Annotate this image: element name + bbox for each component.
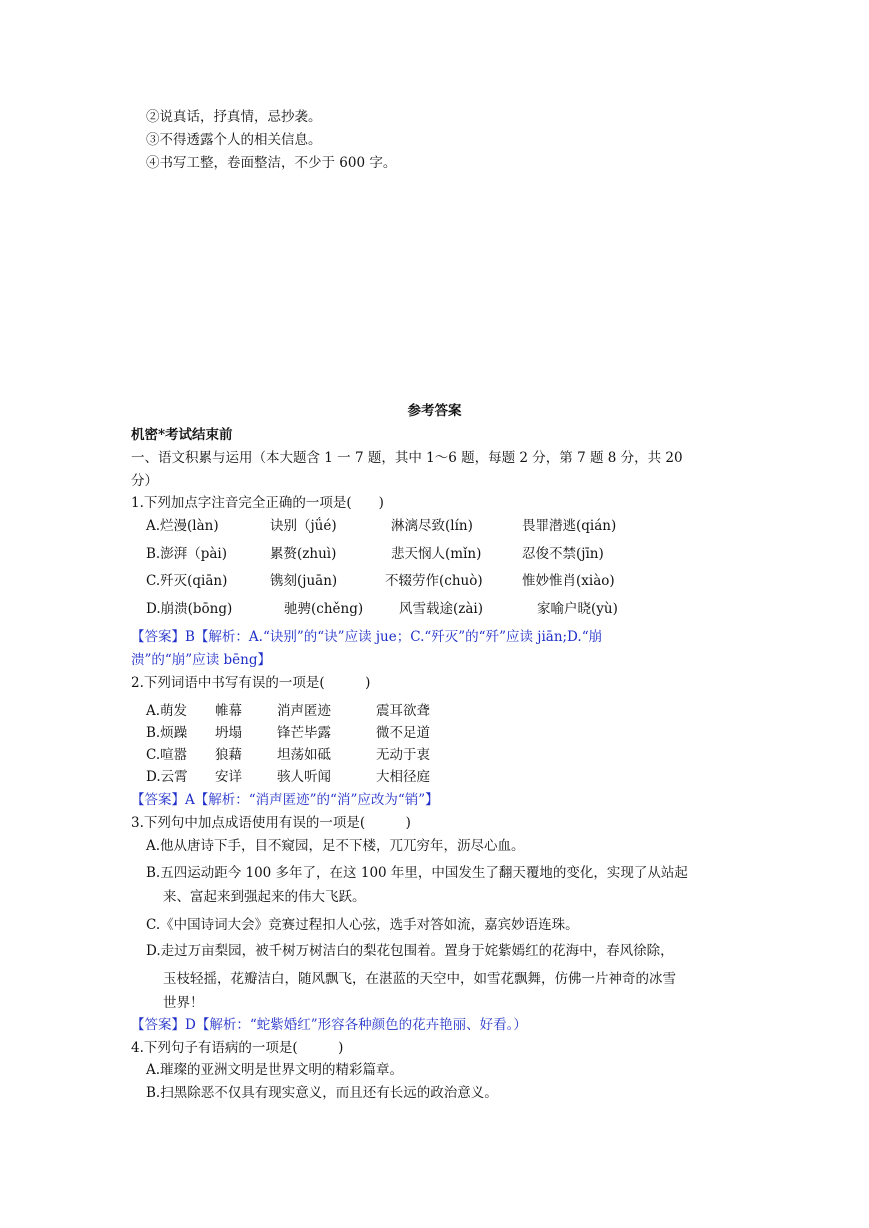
q1-d-3: 风雪载途(zài): [399, 601, 484, 617]
q3-option-a: A.他从唐诗下手，目不窥园，足不下楼，兀兀穷年，沥尽心血。: [146, 838, 525, 854]
q2-b-2: 坍塌: [215, 725, 242, 741]
q2-c-2: 狼藉: [215, 747, 242, 763]
q4-option-b: B.扫黑除恶不仅具有现实意义，而且还有长远的政治意义。: [146, 1085, 498, 1101]
q1-d-1: D.崩溃(bōng): [146, 601, 233, 617]
q2-d-1: D.云霄: [146, 769, 188, 785]
q2-d-2: 安详: [215, 769, 242, 785]
q4-stem: 4.下列句子有语病的一项是( ): [131, 1040, 344, 1056]
q1-answer: 【答案】B【解析：A.“诀别”的“诀”应读 jue；C.“歼灭”的“歼”应读 jiān;D.“崩: [131, 629, 603, 645]
q1-c-4: 惟妙惟肖(xiào): [522, 573, 615, 589]
q2-d-4: 大相径庭: [376, 769, 430, 785]
q1-b-2: 累赘(zhuì): [270, 546, 337, 562]
q1-answer-cont: 溃”的“崩”应读 bēng】: [131, 652, 271, 668]
secret-label: 机密*考试结束前: [131, 427, 233, 443]
q1-a-4: 畏罪潜逃(qián): [522, 518, 617, 534]
q2-answer: 【答案】A【解析：“消声匿迹”的“消”应改为“销”】: [131, 792, 439, 808]
q1-c-1: C.歼灭(qiān): [146, 573, 228, 589]
q1-c-3: 不辍劳作(chuò): [385, 573, 483, 589]
q3-answer: 【答案】D【解析：“蛇紫婚红”形容各种颜色的花卉艳丽、好看。）: [131, 1017, 527, 1033]
q2-b-1: B.烦躁: [146, 725, 188, 741]
q2-stem: 2.下列词语中书写有误的一项是( ): [131, 675, 371, 691]
q2-b-4: 微不足道: [376, 725, 430, 741]
section1-heading: 一、语文积累与运用（本大题含 1 一 7 题，其中 1～6 题，每题 2 分，第 7 题 8 分，共 20: [131, 450, 683, 466]
q1-b-1: B.澎湃（pài): [146, 546, 227, 562]
q1-d-2: 驰骋(chěng): [284, 601, 364, 617]
q3-option-d-cont2: 世界！: [163, 995, 204, 1011]
q1-b-4: 忍俊不禁(jīn): [522, 546, 604, 562]
q1-d-4: 家喻户晓(yù): [537, 601, 618, 617]
q2-c-4: 无动于衷: [376, 747, 430, 763]
section1-heading-cont: 分）: [131, 473, 158, 489]
q2-a-3: 消声匿迹: [277, 703, 331, 719]
q1-a-3: 淋漓尽致(lín): [391, 518, 473, 534]
q2-c-1: C.喧嚣: [146, 747, 188, 763]
q2-a-1: A.萌发: [146, 703, 188, 719]
q1-a-2: 诀别（jǘé): [270, 518, 337, 534]
q3-option-b: B.五四运动距今 100 多年了，在这 100 年里，中国发生了翻天覆地的变化，实现了从站起: [146, 865, 688, 881]
q3-option-d: D.走过万亩梨园，被千树万树洁白的梨花包围着。置身于姹紫嫣红的花海中，春风徐除，: [146, 943, 674, 959]
q3-stem: 3.下列句中加点成语使用有误的一项是( ): [131, 815, 411, 831]
q3-option-d-cont: 玉枝轻摇，花瓣洁白，随风飘飞，在湛蓝的天空中，如雪花飘舞，仿佛一片神奇的冰雪: [163, 971, 676, 987]
q2-b-3: 锋芒毕露: [277, 725, 331, 741]
q2-a-4: 震耳欲聋: [376, 703, 430, 719]
q2-d-3: 骇人听闻: [277, 769, 331, 785]
q2-c-3: 坦荡如砥: [277, 747, 331, 763]
requirement-line-4: ④书写工整，卷面整洁，不少于 600 字。: [146, 155, 397, 171]
requirement-line-2: ②说真话，抒真情，忌抄袭。: [146, 109, 322, 125]
q3-option-b-cont: 来、富起来到强起来的伟大飞跃。: [163, 889, 366, 905]
q1-stem: 1.下列加点字注音完全正确的一项是( ): [131, 495, 384, 511]
answer-title: 参考答案: [407, 403, 462, 419]
q1-b-3: 悲天悯人(mǐn): [391, 546, 482, 562]
q2-a-2: 帷幕: [215, 703, 242, 719]
q1-c-2: 镌刻(juān): [270, 573, 338, 589]
q1-a-1: A.烂漫(làn): [146, 518, 219, 534]
q3-option-c: C.《中国诗词大会》竞赛过程扣人心弦，选手对答如流，嘉宾妙语连珠。: [146, 917, 579, 933]
q4-option-a: A.璀璨的亚洲文明是世界文明的精彩篇章。: [146, 1062, 404, 1078]
requirement-line-3: ③不得透露个人的相关信息。: [146, 132, 322, 148]
